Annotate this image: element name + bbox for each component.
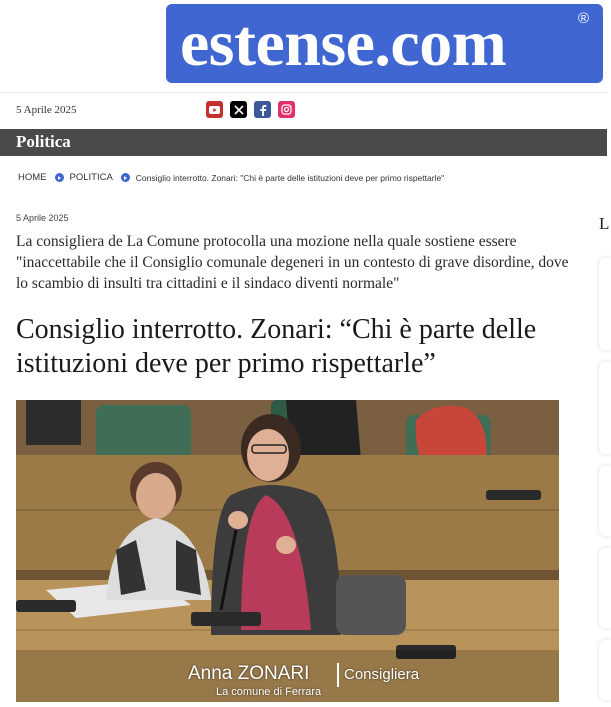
chevron-right-icon <box>121 173 130 182</box>
section-bar <box>0 129 607 156</box>
article-headline: Consiglio interrotto. Zonari: “Chi è parte delle istituzioni deve per primo rispettarle” <box>16 314 537 379</box>
site-logo[interactable] <box>166 4 603 83</box>
breadcrumb-home[interactable]: HOME <box>18 172 47 183</box>
article-subtitle: La consigliera de La Comune protocolla una mozione nella quale sostiene essere "inaccettabile che il Consiglio comunale degeneri in un contesto di grave disordine, dove lo scambio di insulti tra cittadini e il sindaco diventi normale" <box>16 233 569 292</box>
article-date: 5 Aprile 2025 <box>16 213 69 223</box>
sidebar-card[interactable] <box>599 640 611 700</box>
photo-caption-group: La comune di Ferrara <box>216 686 322 698</box>
sidebar-card[interactable] <box>599 466 611 536</box>
sidebar-card[interactable] <box>599 362 611 454</box>
photo-caption-name: Anna ZONARI <box>188 663 310 684</box>
x-icon[interactable] <box>230 101 247 118</box>
photo-caption-role: Consigliera <box>344 666 420 683</box>
breadcrumb <box>18 172 444 183</box>
header-date: 5 Aprile 2025 <box>16 104 77 116</box>
logo-text: estense.com <box>180 7 507 80</box>
sidebar-card[interactable] <box>599 548 611 628</box>
section-title[interactable]: Politica <box>16 132 71 151</box>
breadcrumb-category[interactable]: POLITICA <box>69 172 113 183</box>
facebook-icon[interactable] <box>254 101 271 118</box>
photo-caption-separator <box>337 663 339 687</box>
instagram-icon[interactable] <box>278 101 295 118</box>
article-photo[interactable] <box>16 400 559 702</box>
sidebar-card[interactable] <box>599 258 611 350</box>
youtube-icon[interactable] <box>206 101 223 118</box>
chevron-right-icon <box>55 173 64 182</box>
breadcrumb-current: Consiglio interrotto. Zonari: "Chi è parte delle istituzioni deve per primo rispettarle" <box>135 172 445 183</box>
registered-mark: ® <box>577 10 589 27</box>
sidebar-heading-peek: L <box>599 214 610 233</box>
header-divider <box>0 92 607 93</box>
